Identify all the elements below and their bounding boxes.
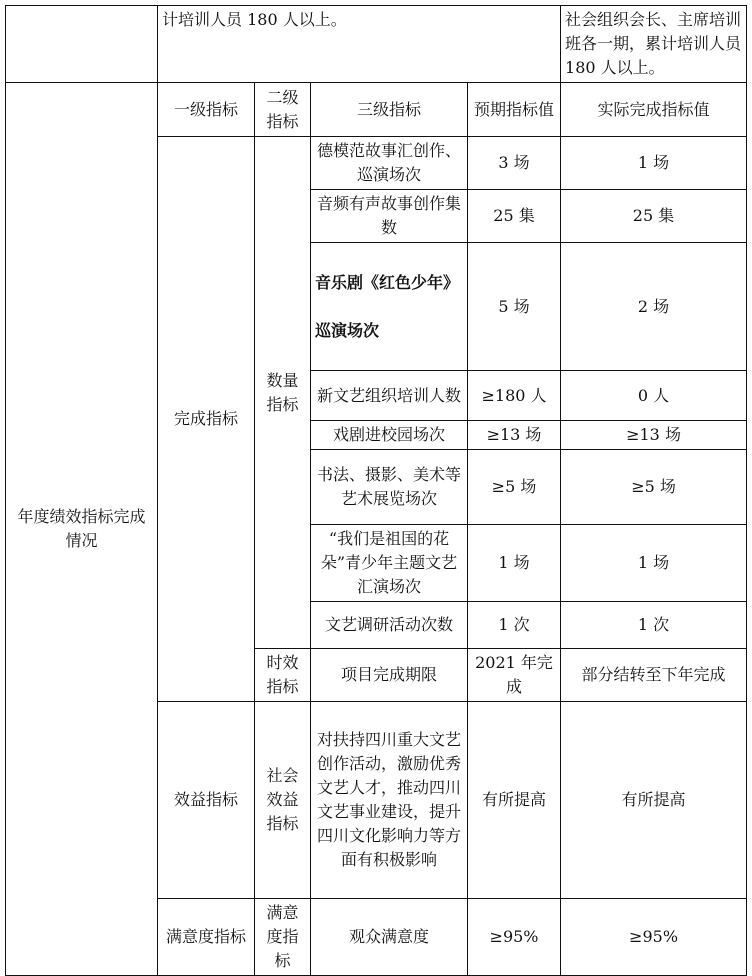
row-expected: 有所提高	[468, 702, 561, 899]
row-actual: 1 场	[561, 525, 747, 602]
row-actual: 1 场	[561, 137, 747, 190]
row-name: 书法、摄影、美术等艺术展览场次	[311, 450, 468, 525]
row-expected: ≥180 人	[468, 371, 561, 421]
header-actual: 实际完成指标值	[561, 83, 747, 137]
row-actual: 部分结转至下年完成	[561, 649, 747, 702]
row-name: 新文艺组织培训人数	[311, 371, 468, 421]
group-satisfaction: 满意度指标	[158, 899, 255, 976]
header-level1: 一级指标	[158, 83, 255, 137]
section-label: 年度绩效指标完成情况	[6, 83, 158, 976]
group-satisfaction-sub: 满意度指标	[255, 899, 311, 976]
row-actual: 有所提高	[561, 702, 747, 899]
row-actual: 2 场	[561, 243, 747, 371]
row-name: 观众满意度	[311, 899, 468, 976]
group-timeliness: 时效指标	[255, 649, 311, 702]
row-expected: 3 场	[468, 137, 561, 190]
row-expected: 1 次	[468, 602, 561, 649]
performance-table	[5, 5, 747, 976]
top-row	[6, 6, 747, 83]
header-expected: 预期指标值	[468, 83, 561, 137]
row-name: 对扶持四川重大文艺创作活动，激励优秀文艺人才，推动四川文艺事业建设，提升四川文化影响力等方面有积极影响	[311, 702, 468, 899]
row-actual: ≥5 场	[561, 450, 747, 525]
row-name: 德模范故事汇创作、巡演场次	[311, 137, 468, 190]
row-expected: ≥95%	[468, 899, 561, 976]
header-row	[6, 83, 747, 137]
top-row-right-text: 社会组织会长、主席培训班各一期，累计培训人员 180 人以上。	[561, 6, 747, 83]
header-level2: 二级指标	[255, 83, 311, 137]
row-expected: 2021 年完成	[468, 649, 561, 702]
row-actual: 25 集	[561, 190, 747, 243]
row-expected: ≥13 场	[468, 421, 561, 450]
row-actual: 0 人	[561, 371, 747, 421]
group-quantity: 数量指标	[255, 137, 311, 649]
row-name: 项目完成期限	[311, 649, 468, 702]
group-benefit: 效益指标	[158, 702, 255, 899]
row-actual: 1 次	[561, 602, 747, 649]
row-actual: ≥95%	[561, 899, 747, 976]
row-name: 音乐剧《红色少年》巡演场次	[311, 243, 468, 371]
group-completion: 完成指标	[158, 137, 255, 702]
top-row-middle-text: 计培训人员 180 人以上。	[158, 6, 561, 83]
row-expected: 25 集	[468, 190, 561, 243]
row-expected: ≥5 场	[468, 450, 561, 525]
group-social-benefit: 社会效益指标	[255, 702, 311, 899]
row-name: 音频有声故事创作集数	[311, 190, 468, 243]
row-expected: 5 场	[468, 243, 561, 371]
row-actual: ≥13 场	[561, 421, 747, 450]
header-level3: 三级指标	[311, 83, 468, 137]
row-name: 戏剧进校园场次	[311, 421, 468, 450]
row-name: “我们是祖国的花朵”青少年主题文艺汇演场次	[311, 525, 468, 602]
row-name: 文艺调研活动次数	[311, 602, 468, 649]
row-expected: 1 场	[468, 525, 561, 602]
top-row-blank	[6, 6, 158, 83]
